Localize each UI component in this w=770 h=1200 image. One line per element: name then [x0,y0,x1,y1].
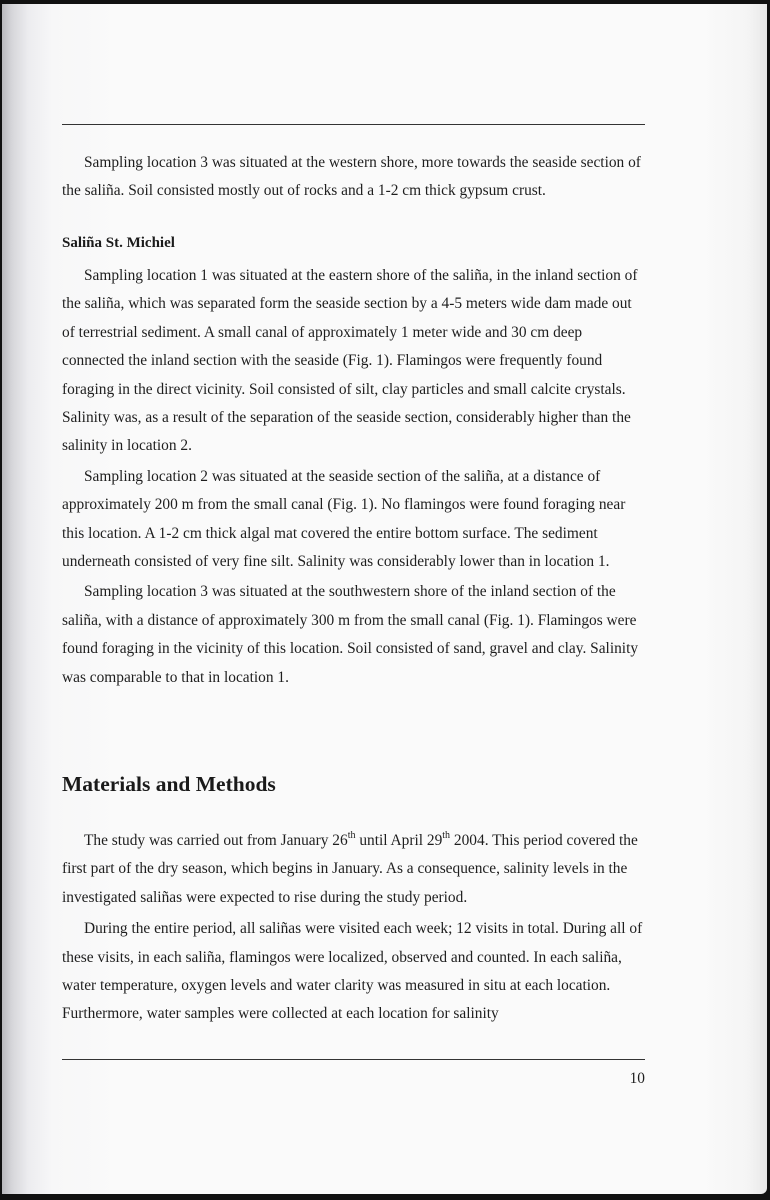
intro-text-block [62,149,646,206]
methods-paragraph-1 [62,827,646,912]
methods-text-block [62,827,646,1029]
paragraph-location-2: Sampling location 2 was situated at the seaside section of the saliña, at a distance of approximately 200 m from the small canal (Fig. 1). No flamingos were found foraging near this location. A 1-2 cm thick algal mat covered the entire bottom surface. The sediment underneath consisted of very fine silt. Salinity was considerably lower than in location 1. [62,467,626,571]
methods-paragraph-2: During the entire period, all saliñas were visited each week; 12 visits in total. During all of these visits, in each saliña, flamingos were localized, observed and counted. In each saliña, water temperature, oxygen levels and water clarity was measured in situ at each location. Furthermore, water samples were collected at each location for salinity [62,920,643,1023]
footer-rule [62,1059,645,1060]
salina-text-block [62,262,646,692]
paragraph-location-3: Sampling location 3 was situated at the southwestern shore of the inland section of the saliña, with a distance of approximately 300 m from the small canal (Fig. 1). Flamingos were found foraging in the vicinity of this location. Soil consisted of sand, gravel and clay. Salinity was comparable to that in location 1. [62,583,639,686]
methods-p1-text-a: The study was carried out from January 26 [84,832,348,849]
header-rule [62,124,645,125]
intro-paragraph: Sampling location 3 was situated at the western shore, more towards the seaside section of the saliña. Soil consisted mostly out of rocks and a 1-2 cm thick gypsum crust. [62,154,641,200]
page-number: 10 [629,1070,645,1087]
section-subheading: Saliña St. Michiel [62,235,175,251]
methods-p1-text-c: 2004. This period covered the first part of the dry season, which begins in January. As a consequence, salinity levels in the investigated saliñas were expected to rise during the study period. [62,832,638,906]
methods-p1-text-b: until April 29 [355,832,443,849]
paragraph-location-1: Sampling location 1 was situated at the eastern shore of the saliña, in the inland section of the saliña, which was separated form the seaside section by a 4-5 meters wide dam made out of terrestrial sediment. A small canal of approximately 1 meter wide and 30 cm deep connected the inland section with the seaside (Fig. 1). Flamingos were frequently found foraging in the direct vicinity. Soil consisted of silt, clay particles and small calcite crystals. Salinity was, as a result of the separation of the seaside section, considerably higher than the salinity in location 2. [62,267,638,455]
ordinal-suffix: th [442,829,451,841]
document-page [2,4,767,1194]
section-heading: Materials and Methods [62,772,276,796]
ordinal-suffix: th [347,829,356,841]
